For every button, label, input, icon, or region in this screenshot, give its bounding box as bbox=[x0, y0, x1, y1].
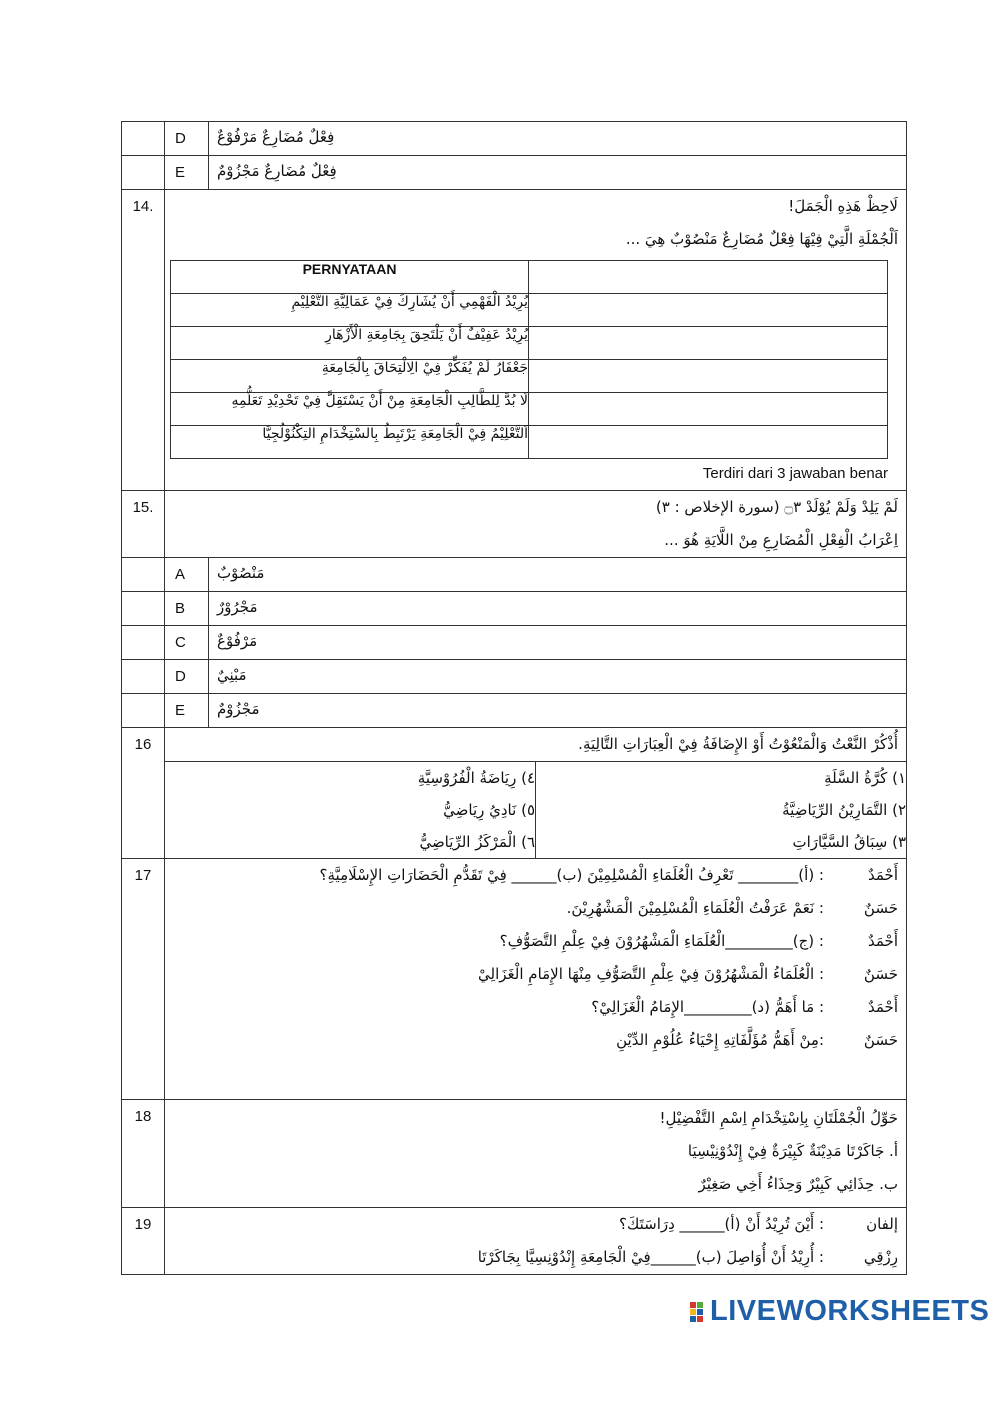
statement-header: PERNYATAAN bbox=[171, 261, 529, 294]
speaker-name: أَحْمَدٌ bbox=[868, 998, 898, 1016]
phrase-item: ٢) التَّمَارِيْنُ الرِّيَاضِيَّةُ bbox=[782, 801, 906, 819]
answer-cell[interactable] bbox=[529, 360, 888, 393]
dialog-text[interactable]: : مَا أَهَمُّ (د)_________الإِمَامُ الْغَزَالِيْ؟ bbox=[591, 998, 824, 1016]
option-text: فِعْلٌ مُضَارِعٌ مَجْزُوْمٌ bbox=[217, 162, 337, 180]
dialog-text: : نَعَمْ عَرَفْتُ الْعُلَمَاءِ الْمُسْلِمِيْنَ الْمَشْهُرِيْنَ. bbox=[566, 899, 824, 917]
option-cell[interactable] bbox=[209, 626, 907, 660]
phrase-item: ٤) رِيَاضَةُ الْفُرُوْسِيَّةِ bbox=[417, 769, 535, 787]
option-letter: E bbox=[165, 694, 209, 728]
q17-body bbox=[165, 859, 907, 1100]
dialog-text: :مِنْ أَهَمُّ مُؤَلَّفَاتِهِ إِحْيَاءُ عُلُوْمِ الدِّيْنِ bbox=[616, 1031, 824, 1049]
question-number: 17 bbox=[122, 859, 165, 1100]
statement-text: لَا بُدَّ لِلطَّالِبِ الْجَامِعَةِ مِنْ أَنْ يَسْتَقِلَّ فِيْ تَحْدِيْدِ تَعَلُّمِهِ bbox=[171, 393, 529, 426]
logo-text: LIVEWORKSHEETS bbox=[710, 1294, 990, 1327]
speaker-name: رِزْقِي bbox=[863, 1248, 898, 1266]
option-letter: D bbox=[165, 122, 209, 156]
answer-cell[interactable] bbox=[529, 294, 888, 327]
q18-item: ب. حِذَائِي كَبِيْرٌ وَحِذَاءُ أَخِي صَغِيْرٌ bbox=[698, 1175, 898, 1193]
q13-option-row bbox=[122, 122, 907, 156]
dialog-line bbox=[165, 1241, 906, 1274]
dialog-line bbox=[165, 925, 906, 958]
q14-question: اَلْجُمْلَةِ الَّتِيْ فِيْهَا فِعْلٌ مُضَارِعٌ مَنْصُوْبٌ هِيَ ... bbox=[625, 230, 898, 248]
q18-instruction: حَوِّلُ الْجُمْلَتَانِ بِاِسْتِخْدَامِ اِسْمِ التَّفْضِيْلِ! bbox=[659, 1109, 898, 1127]
q16-left-column bbox=[165, 762, 536, 859]
answer-cell[interactable] bbox=[529, 426, 888, 459]
q15-question: اِعْرَابُ الْفِعْلِ الْمُضَارِعِ مِنْ اللَّايَةِ هُوَ ... bbox=[664, 531, 898, 549]
q15-option-row bbox=[122, 592, 907, 626]
dialog-text[interactable]: : (أ)________ تَعْرِفُ الْعُلَمَاءِ الْمُسْلِمِيْنَ (ب)______ فِيْ تَقَدُّمِ الْحَضَارَاتِ الإِسْلَامِيَّةِ؟ bbox=[319, 866, 824, 884]
liveworksheets-logo bbox=[690, 1293, 990, 1329]
dialog-text: : الْعُلَمَاءُ الْمَشْهُرُوْنَ فِيْ عِلْمِ التَّصَوُّفِ مِنْهَا الإِمَامِ الْغَزَالِيْ bbox=[478, 965, 824, 983]
statement-table bbox=[170, 260, 888, 459]
option-text: مَبْنِيٌ bbox=[217, 666, 247, 684]
q18-row bbox=[122, 1100, 907, 1208]
phrase-item: ٣) سِبَاقُ السَّيَّارَاتِ bbox=[792, 833, 906, 851]
worksheet-table bbox=[121, 121, 907, 1275]
option-letter: E bbox=[165, 156, 209, 190]
q16-instruction: أُذْكُرْ النَّعْتُ وَالْمَنْعُوْتُ أَوْ الإِضَافَةُ فِيْ الْعِبَارَاتِ التَّالِيَةِ. bbox=[578, 735, 898, 753]
answer-cell[interactable] bbox=[529, 327, 888, 360]
question-number: 19 bbox=[122, 1208, 165, 1275]
question-number: 14. bbox=[122, 190, 165, 491]
dialog-text[interactable]: : (ج)_________الْعُلَمَاءِ الْمَشْهُرُوْنَ فِيْ عِلْمِ التَّصَوُّفِ؟ bbox=[499, 932, 824, 950]
q15-row bbox=[122, 491, 907, 558]
option-letter: C bbox=[165, 626, 209, 660]
option-letter: B bbox=[165, 592, 209, 626]
q14-instruction: لَاحِظْ هَذِهِ الْجَمَلَ! bbox=[788, 197, 898, 215]
option-text: مَنْصُوْبٌ bbox=[217, 564, 265, 582]
q14-note: Terdiri dari 3 jawaban benar bbox=[702, 465, 888, 482]
q16-right-column bbox=[536, 762, 907, 859]
option-letter: D bbox=[165, 660, 209, 694]
option-cell[interactable] bbox=[209, 660, 907, 694]
answer-cell[interactable] bbox=[529, 261, 888, 294]
option-cell[interactable] bbox=[209, 592, 907, 626]
dialog-line bbox=[165, 892, 906, 925]
speaker-name: إلفان bbox=[866, 1215, 898, 1233]
option-text: مَرْفُوْعٌ bbox=[217, 632, 258, 650]
q13-option-row bbox=[122, 156, 907, 190]
q19-row bbox=[122, 1208, 907, 1275]
q15-option-row bbox=[122, 558, 907, 592]
phrase-item: ١) كُرَّةُ السَّلَةِ bbox=[824, 769, 906, 787]
option-cell[interactable] bbox=[209, 122, 907, 156]
q16-row bbox=[122, 728, 907, 859]
dialog-line bbox=[165, 1024, 906, 1057]
option-text: مَجْرُوْرٌ bbox=[217, 598, 258, 616]
statement-text: اَلتَّعْلِيْمُ فِيْ الْجَامِعَةِ يَرْتَبِطُ بِالسْتِخْدَامِ التِكْنُوْلُجِيَّا bbox=[171, 426, 529, 459]
phrase-item: ٥) نَادِيُ رِيَاضِيُّ bbox=[443, 801, 535, 819]
dialog-line bbox=[165, 991, 906, 1024]
speaker-name: حَسَنٌ bbox=[863, 1031, 898, 1049]
dialog-text[interactable]: : أَيْنَ تُرِيْدُ أَنْ (أ)______ دِرَاسَتَكَ؟ bbox=[619, 1215, 824, 1233]
q14-row bbox=[122, 190, 907, 491]
q14-body bbox=[165, 190, 907, 491]
q17-row bbox=[122, 859, 907, 1100]
q18-item: أ. جَاكَرْتَا مَدِيْنَةٌ كَبِيْرَةٌ فِيْ إِنْدُوْنِيْسِيَا bbox=[687, 1142, 898, 1160]
option-text: مَجْزُوْمٌ bbox=[217, 700, 260, 718]
dialog-line bbox=[165, 859, 906, 892]
q19-body bbox=[165, 1208, 907, 1275]
statement-text: يُرِيْدُ الْفَهْمِي أَنْ يُشَارِكَ فِيْ عَمَالِيَّةِ التَّعْلِيْمِ bbox=[171, 294, 529, 327]
q16-body bbox=[165, 728, 907, 859]
question-number-cell bbox=[122, 122, 165, 156]
question-number-cell bbox=[122, 156, 165, 190]
answer-cell[interactable] bbox=[529, 393, 888, 426]
question-number: 16 bbox=[122, 728, 165, 859]
statement-text: يُرِيْدُ عَفِيْفٌ أَنْ يَلْتَحِقَ بِجَامِعَةِ الْأَزْهَارِ bbox=[171, 327, 529, 360]
dialog-line bbox=[165, 1208, 906, 1241]
speaker-name: حَسَنٌ bbox=[863, 965, 898, 983]
option-cell[interactable] bbox=[209, 156, 907, 190]
option-cell[interactable] bbox=[209, 694, 907, 728]
question-number: 18 bbox=[122, 1100, 165, 1208]
q18-body bbox=[165, 1100, 907, 1208]
option-cell[interactable] bbox=[209, 558, 907, 592]
question-number: 15. bbox=[122, 491, 165, 558]
speaker-name: أَحْمَدٌ bbox=[868, 866, 898, 884]
q15-option-row bbox=[122, 626, 907, 660]
option-letter: A bbox=[165, 558, 209, 592]
q15-body bbox=[165, 491, 907, 558]
statement-text: جَعْفَارُ لَمْ يُفَكِّرْ فِيْ الِالْتِحَاقَ بِالْجَامِعَةِ bbox=[171, 360, 529, 393]
q15-verse: لَمْ يَلِدْ وَلَمْ يُوْلَدْ ۝٣ (سورة الإخلاص : ٣) bbox=[655, 498, 898, 516]
option-text: فِعْلٌ مُضَارِعٌ مَرْفُوْعٌ bbox=[217, 128, 335, 146]
dialog-line bbox=[165, 958, 906, 991]
speaker-name: حَسَنٌ bbox=[863, 899, 898, 917]
q15-option-row bbox=[122, 660, 907, 694]
q15-option-row bbox=[122, 694, 907, 728]
logo-icon bbox=[690, 1298, 706, 1324]
phrase-item: ٦) الْمَرْكَزُ الرِّيَاضِيُّ bbox=[419, 833, 535, 851]
speaker-name: أَحْمَدٌ bbox=[868, 932, 898, 950]
dialog-text[interactable]: : أُرِيْدُ أَنْ أُوَاصِلَ (ب)______فِيْ الْجَامِعَةِ إِنْدُوْنِسِيَّا بِجَاكَرْتَا bbox=[477, 1248, 824, 1266]
q16-phrase-grid bbox=[165, 761, 906, 858]
